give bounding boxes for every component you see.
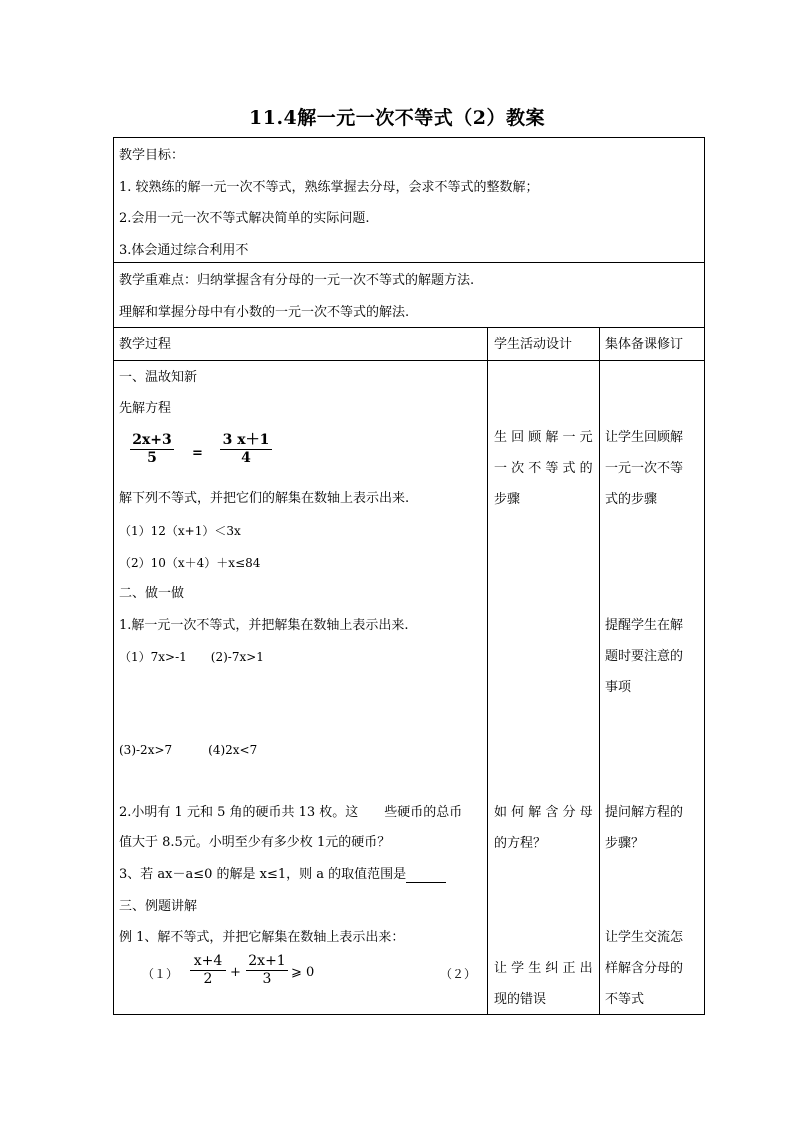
student-note: 现的错误 — [494, 992, 547, 1007]
key-points-line: 教学重难点：归纳掌握含有分母的一元一次不等式的解题方法. — [119, 273, 475, 288]
header-student: 学生活动设计 — [494, 337, 573, 352]
revision-note: 不等式 — [605, 992, 645, 1007]
section-heading: 三、例题讲解 — [119, 899, 198, 914]
section-heading: 二、做一做 — [119, 586, 185, 601]
student-note: 让 学 生 纠 正 出 — [494, 961, 593, 976]
fraction-denominator: 5 — [147, 450, 157, 466]
review-problem: （1）12（x+1）＜3x — [119, 524, 241, 538]
revision-note: 式的步骤 — [605, 492, 658, 507]
practice-question: 值大于 8.5元。小明至少有多少枚 1元的硬币？ — [119, 835, 391, 850]
fraction-denominator: 2 — [203, 971, 213, 987]
example-fraction-2 — [246, 953, 288, 988]
practice-question — [119, 867, 446, 883]
fraction-numerator: x+4 — [193, 953, 223, 969]
review-problem: （2）10（x＋4）＋x≤84 — [119, 556, 261, 570]
header-revision: 集体备课修订 — [605, 337, 684, 352]
objective-item: 1. 较熟练的解一元一次不等式，熟练掌握去分母，会求不等式的整数解； — [119, 180, 539, 195]
col-divider-2 — [599, 327, 600, 1015]
revision-note: 事项 — [605, 680, 632, 695]
page-title: 11.4解一元一次不等式（2）教案 — [249, 107, 545, 129]
student-note: 的方程？ — [494, 836, 547, 851]
key-points-line: 理解和掌握分母中有小数的一元一次不等式的解法. — [119, 305, 410, 320]
lesson-table — [113, 137, 705, 1015]
revision-note: 步骤？ — [605, 836, 645, 851]
revision-note: 提醒学生在解 — [605, 618, 684, 633]
equation-right-fraction — [220, 432, 272, 467]
objective-item: 3.体会通过综合利用不 — [119, 243, 249, 258]
practice-row: (3)-2x>7 (4)2x<7 — [119, 743, 258, 757]
inequality-rhs: ⩾ 0 — [291, 965, 315, 980]
fraction-denominator: 3 — [262, 971, 272, 987]
review-instruction: 解下列不等式，并把它们的解集在数轴上表示出来. — [119, 491, 410, 506]
equation-left-fraction — [130, 432, 174, 467]
plus-sign: + — [230, 965, 241, 980]
student-note: 一 次 不 等 式 的 — [494, 461, 593, 476]
example-fraction-1 — [190, 953, 226, 988]
student-note: 如 何 解 含 分 母 — [494, 805, 593, 820]
practice-row: （1）7x>-1 (2)-7x>1 — [119, 650, 264, 664]
row-divider-headers — [113, 360, 705, 361]
fraction-numerator: 2x+1 — [248, 953, 286, 969]
question-text: 3、若 ax－a≤0 的解是 x≤1，则 a 的取值范围是 — [119, 867, 407, 882]
practice-instruction: 1.解一元一次不等式，并把解集在数轴上表示出来. — [119, 618, 409, 633]
practice-question: 2.小明有 1 元和 5 角的硬币共 13 枚。这 些硬币的总币 — [119, 805, 463, 820]
example-instruction: 例 1、解不等式，并把它解集在数轴上表示出来： — [119, 930, 405, 945]
fraction-numerator: 2x+3 — [132, 432, 172, 448]
fraction-numerator: 3 x＋1 — [222, 432, 270, 448]
row-divider-keypoints — [113, 327, 705, 328]
col-divider-1 — [487, 327, 488, 1015]
answer-blank — [406, 870, 446, 883]
student-note: 生 回 顾 解 一 元 — [494, 430, 593, 445]
header-process: 教学过程 — [119, 337, 172, 352]
revision-note: 提问解方程的 — [605, 805, 684, 820]
revision-note: 让学生回顾解 — [605, 430, 684, 445]
revision-note: 一元一次不等 — [605, 461, 684, 476]
example-label: （１） — [142, 967, 179, 981]
section-heading: 一、温故知新 — [119, 370, 198, 385]
objectives-heading: 教学目标： — [119, 148, 185, 163]
revision-note: 题时要注意的 — [605, 649, 684, 664]
example-label: （２） — [440, 967, 477, 981]
solve-equation-label: 先解方程 — [119, 401, 172, 416]
objective-item: 2.会用一元一次不等式解决简单的实际问题. — [119, 211, 370, 226]
equals-sign: = — [192, 446, 203, 461]
student-note: 步骤 — [494, 492, 521, 507]
revision-note: 样解含分母的 — [605, 961, 684, 976]
row-divider-objectives — [113, 262, 705, 263]
revision-note: 让学生交流怎 — [605, 930, 684, 945]
fraction-denominator: 4 — [241, 450, 251, 466]
